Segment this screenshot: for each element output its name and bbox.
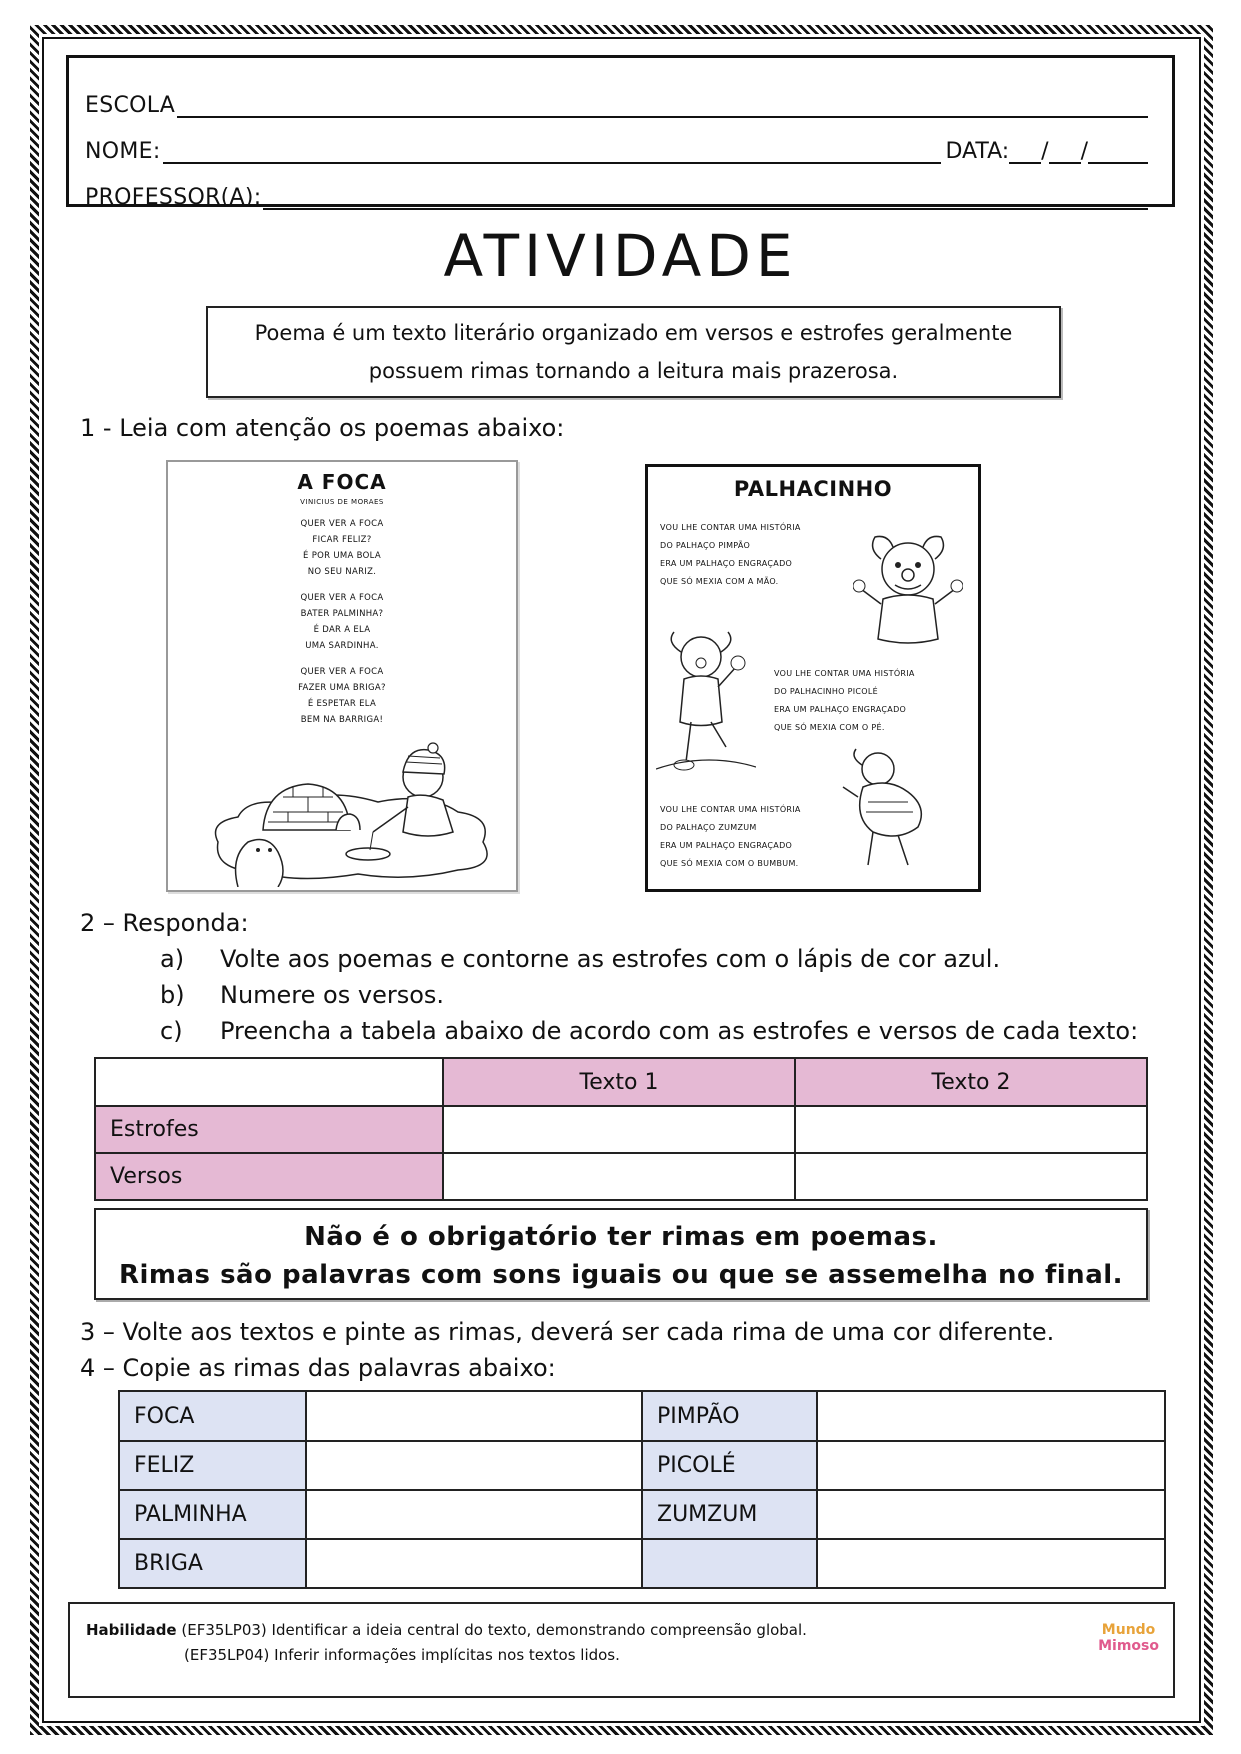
header-box: [66, 55, 1175, 210]
poem-b-stanza-1: [660, 519, 801, 591]
poem-a-stanza-3: [168, 664, 516, 728]
item-letter: a): [160, 945, 185, 973]
question-2: 2 – Responda:: [80, 909, 249, 937]
verse: É DAR A ELA: [313, 625, 371, 635]
word-cell: FELIZ: [119, 1441, 306, 1490]
answer-cell-estrofes-texto-1[interactable]: [443, 1106, 795, 1153]
row-label-versos: Versos: [95, 1153, 443, 1200]
item-letter: c): [160, 1017, 183, 1045]
verse: FICAR FELIZ?: [312, 535, 372, 545]
poem-a-stanza-1: [168, 516, 516, 580]
poem-b-palhacinho: [645, 464, 981, 892]
skills-footer: [68, 1602, 1175, 1698]
table-row: [95, 1106, 1147, 1153]
date-separator: /: [1080, 139, 1088, 164]
name-label: NOME:: [85, 139, 161, 164]
skill-text-2: (EF35LP04) Inferir informações implícitas nos textos lidos.: [184, 1646, 620, 1664]
date-day-field[interactable]: [1009, 142, 1041, 164]
item-text: Volte aos poemas e contorne as estrofes com o lápis de cor azul.: [220, 945, 1001, 973]
verse: QUER VER A FOCA: [300, 519, 384, 529]
date-month-field[interactable]: [1049, 142, 1081, 164]
poem-a-stanza-2: [168, 590, 516, 654]
table-header-row: [95, 1058, 1147, 1106]
verse: É ESPETAR ELA: [307, 699, 377, 709]
answer-cell-estrofes-texto-2[interactable]: [795, 1106, 1147, 1153]
answer-cell[interactable]: [817, 1391, 1165, 1441]
skill-label: Habilidade: [86, 1621, 177, 1639]
poem-b-title: PALHACINHO: [733, 477, 893, 501]
date-label: DATA:: [945, 139, 1010, 164]
mundo-mimoso-logo: [1098, 1622, 1159, 1654]
verse: ERA UM PALHAÇO ENGRAÇADO: [660, 841, 793, 850]
verse: FAZER UMA BRIGA?: [298, 683, 386, 693]
table-corner-cell: [95, 1058, 443, 1106]
answer-cell[interactable]: [306, 1539, 642, 1588]
skill-line-2: [86, 1643, 1157, 1668]
question-2c: [160, 1017, 1138, 1045]
rhyme-note-line-1: Não é o obrigatório ter rimas em poemas.: [304, 1222, 938, 1252]
verse: BEM NA BARRIGA!: [300, 715, 384, 725]
verse: QUE SÓ MEXIA COM A MÃO.: [660, 577, 779, 586]
table-row: [119, 1391, 1165, 1441]
verse: DO PALHAÇO ZUMZUM: [660, 823, 757, 832]
poem-a-foca: [166, 460, 518, 892]
page-title: ATIVIDADE: [443, 222, 798, 290]
word-cell: FOCA: [119, 1391, 306, 1441]
teacher-label: PROFESSOR(A):: [85, 185, 262, 210]
date-year-field[interactable]: [1088, 142, 1148, 164]
answer-cell-versos-texto-1[interactable]: [443, 1153, 795, 1200]
igloo-fishing-illustration: [208, 742, 498, 887]
answer-cell[interactable]: [306, 1441, 642, 1490]
table-row: [119, 1441, 1165, 1490]
verse: NO SEU NARIZ.: [307, 567, 377, 577]
logo-text-bottom: Mimoso: [1098, 1638, 1159, 1654]
answer-cell[interactable]: [817, 1441, 1165, 1490]
item-text: Preencha a tabela abaixo de acordo com as estrofes e versos de cada texto:: [220, 1017, 1139, 1045]
item-text: Numere os versos.: [220, 981, 445, 1009]
table-row: [119, 1539, 1165, 1588]
question-4: 4 – Copie as rimas das palavras abaixo:: [80, 1354, 556, 1382]
name-line: [85, 118, 1148, 164]
rhyme-note-box: [94, 1208, 1148, 1300]
poem-a-author: VINICIUS DE MORAES: [300, 498, 384, 506]
teacher-line: [85, 164, 1148, 210]
name-field[interactable]: [163, 142, 942, 164]
verse: QUER VER A FOCA: [300, 667, 384, 677]
clown-zumzum-illustration: [838, 747, 938, 872]
verse: QUE SÓ MEXIA COM O PÉ.: [774, 723, 885, 732]
verse: BATER PALMINHA?: [300, 609, 384, 619]
rhyme-note-line-2: Rimas são palavras com sons iguais ou que se assemelha no final.: [118, 1260, 1124, 1290]
verse: VOU LHE CONTAR UMA HISTÓRIA: [660, 523, 801, 532]
skill-text-1: (EF35LP03) Identificar a ideia central do texto, demonstrando compreensão global.: [176, 1621, 807, 1639]
question-1: 1 - Leia com atenção os poemas abaixo:: [80, 414, 565, 442]
verse: VOU LHE CONTAR UMA HISTÓRIA: [660, 805, 801, 814]
question-3: 3 – Volte aos textos e pinte as rimas, deverá ser cada rima de uma cor diferente.: [80, 1318, 1055, 1346]
word-cell: PALMINHA: [119, 1490, 306, 1539]
answer-cell-versos-texto-2[interactable]: [795, 1153, 1147, 1200]
teacher-field[interactable]: [263, 188, 1148, 210]
skill-line-1: [86, 1618, 1157, 1643]
item-letter: b): [160, 981, 185, 1009]
word-cell: [642, 1539, 817, 1588]
poem-b-stanza-2: [774, 665, 915, 737]
question-2b: [160, 981, 444, 1009]
clown-pimpao-illustration: [853, 529, 963, 649]
poem-a-title: A FOCA: [297, 470, 387, 494]
verse: ERA UM PALHAÇO ENGRAÇADO: [660, 559, 793, 568]
verse: ERA UM PALHAÇO ENGRAÇADO: [774, 705, 907, 714]
rhyme-copy-table: [118, 1390, 1166, 1589]
table-row: [95, 1153, 1147, 1200]
answer-cell[interactable]: [817, 1539, 1165, 1588]
answer-cell[interactable]: [817, 1490, 1165, 1539]
answer-cell[interactable]: [306, 1490, 642, 1539]
verse: DO PALHAÇO PIMPÃO: [660, 541, 751, 550]
school-line: [85, 72, 1148, 118]
definition-text: Poema é um texto literário organizado em versos e estrofes geralmente possuem rimas tornando a leitura mais prazerosa.: [254, 321, 1013, 383]
verse: QUER VER A FOCA: [300, 593, 384, 603]
school-label: ESCOLA: [85, 93, 176, 118]
row-label-estrofes: Estrofes: [95, 1106, 443, 1153]
word-cell: PICOLÉ: [642, 1441, 817, 1490]
strophe-verse-table: [94, 1057, 1148, 1201]
table-header-texto-1: Texto 1: [443, 1058, 795, 1106]
table-row: [119, 1490, 1165, 1539]
verse: DO PALHACINHO PICOLÉ: [774, 687, 878, 696]
school-field[interactable]: [177, 96, 1148, 118]
verse: VOU LHE CONTAR UMA HISTÓRIA: [774, 669, 915, 678]
word-cell: ZUMZUM: [642, 1490, 817, 1539]
answer-cell[interactable]: [306, 1391, 642, 1441]
word-cell: BRIGA: [119, 1539, 306, 1588]
date-separator: /: [1041, 139, 1049, 164]
logo-text-top: Mundo: [1101, 1622, 1156, 1638]
verse: É POR UMA BOLA: [303, 551, 381, 561]
poem-b-stanza-3: [660, 801, 801, 873]
clown-picole-illustration: [656, 627, 756, 777]
word-cell: PIMPÃO: [642, 1391, 817, 1441]
table-header-texto-2: Texto 2: [795, 1058, 1147, 1106]
verse: UMA SARDINHA.: [305, 641, 379, 651]
question-2a: [160, 945, 1000, 973]
definition-box: [206, 306, 1061, 398]
verse: QUE SÓ MEXIA COM O BUMBUM.: [660, 859, 799, 868]
